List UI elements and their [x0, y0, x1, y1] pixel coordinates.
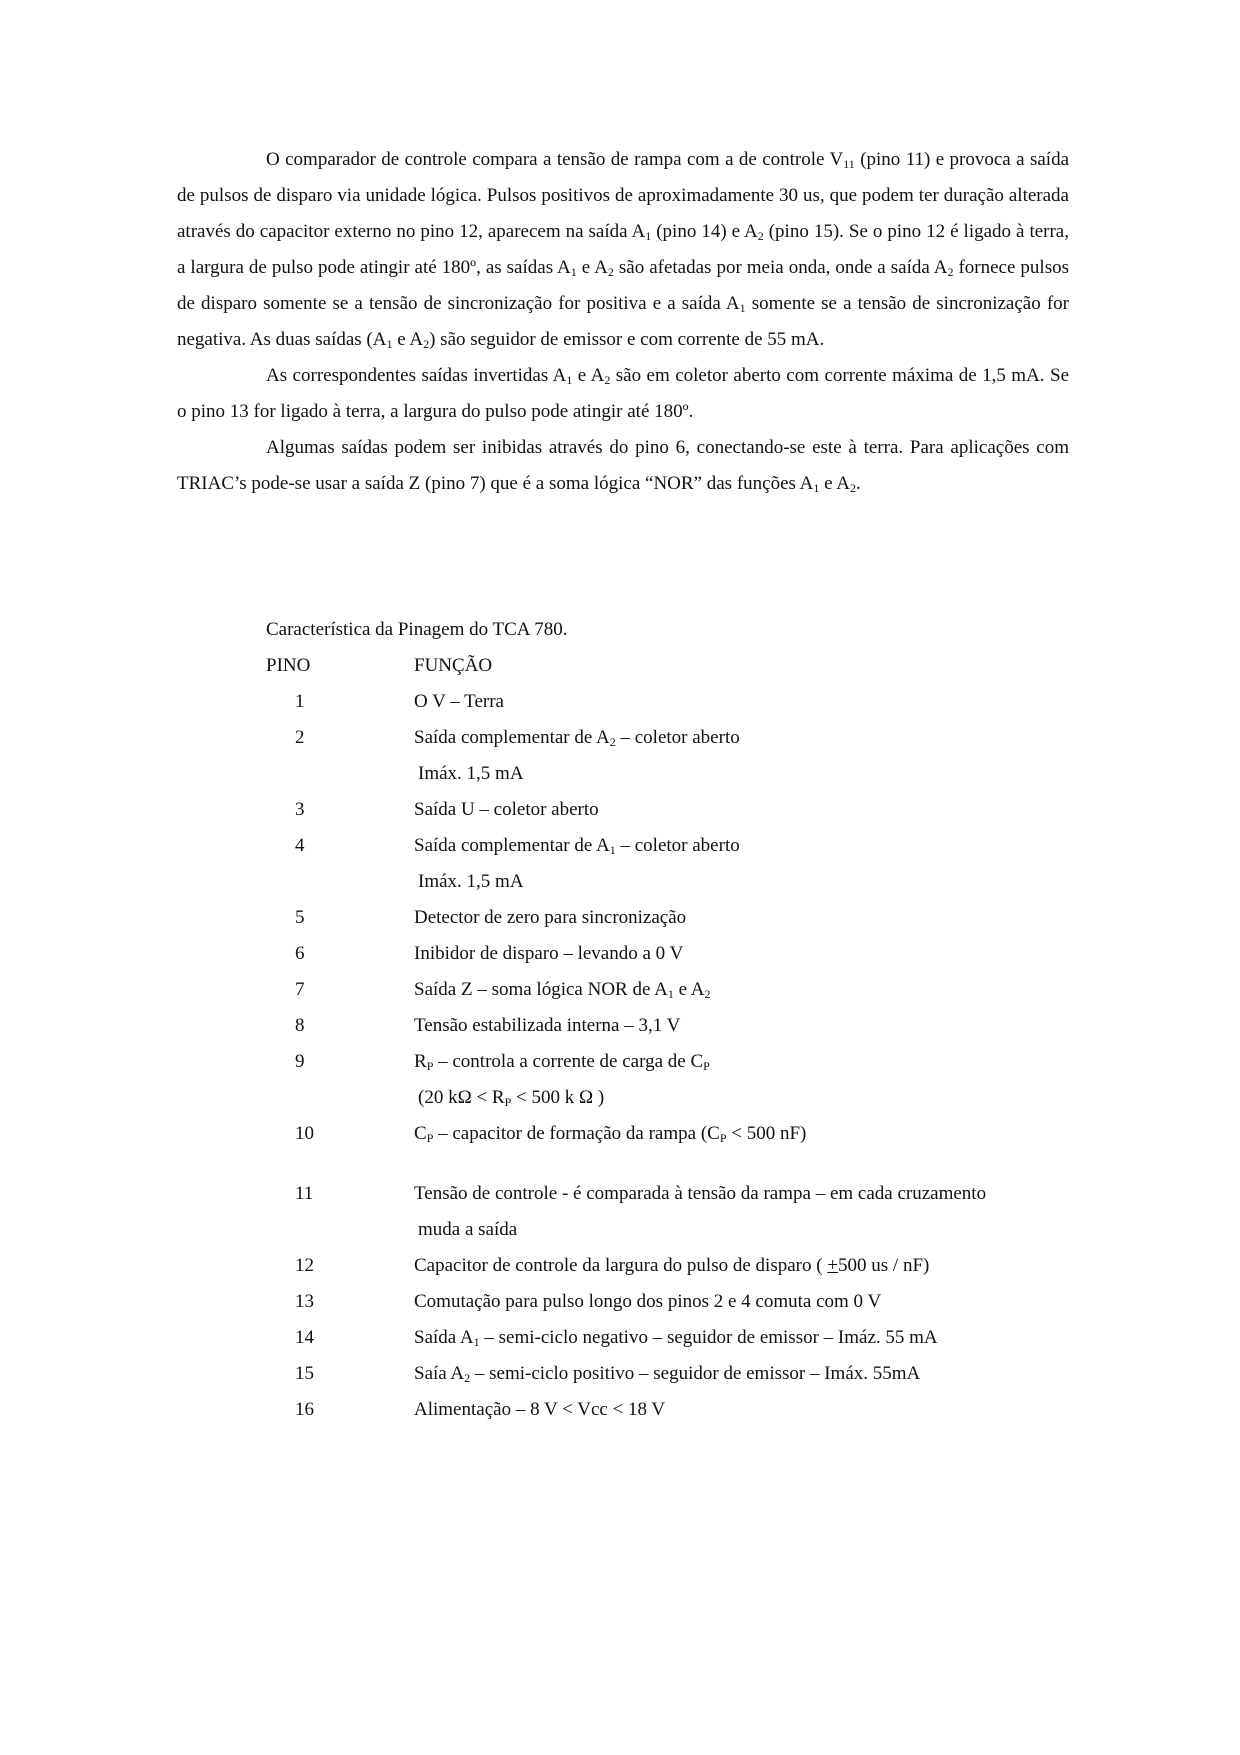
pin-table-title: Característica da Pinagem do TCA 780. — [266, 619, 568, 640]
pin-function: Detector de zero para sincronização — [414, 907, 687, 928]
pin-function: Comutação para pulso longo dos pinos 2 e 4 comuta com 0 V — [414, 1291, 882, 1312]
table-row — [266, 1392, 1076, 1428]
pin-number: 5 — [295, 907, 305, 928]
table-row — [266, 900, 1076, 936]
pin-function: $C_P$ – capacitor de formação da rampa ($C_P < 500$ nF) — [414, 1123, 807, 1145]
table-row — [266, 1176, 1076, 1248]
pin-number: 2 — [295, 727, 305, 748]
table-row — [266, 1284, 1076, 1320]
pin-function: O V – Terra — [414, 691, 504, 712]
pin-table-header — [266, 648, 1076, 684]
column-header-function: FUNÇÃO — [414, 655, 493, 676]
paragraph-inverted-outputs: As correspondentes saídas invertidas $A_1$ e $A_2$ são em coletor aberto com corrente máxima de 1,5 mA. Se o pino 13 for ligado à terra, a largura do pulso pode atingir até 180º. — [177, 365, 1069, 422]
pin-function: Tensão estabilizada interna – 3,1 V — [414, 1015, 681, 1036]
pin-number: 9 — [295, 1051, 305, 1072]
pin-function: Saía $A_2$ – semi-ciclo positivo – seguidor de emissor – Imáx. 55mA — [414, 1363, 921, 1385]
table-row — [266, 1008, 1076, 1044]
pin-function: Saída Z – soma lógica NOR de $A_1$ e $A_2$ — [414, 979, 711, 1001]
pin-number: 6 — [295, 943, 305, 964]
table-row — [266, 828, 1076, 900]
table-row — [266, 792, 1076, 828]
pin-number: 15 — [295, 1363, 314, 1384]
table-row — [266, 1044, 1076, 1116]
pin-number: 14 — [295, 1327, 314, 1348]
pin-function: $R_P$ – controla a corrente de carga de $C_P$ (20 $k\Omega < R_P < 500$ k Ω ) — [414, 1044, 1076, 1116]
pin-function-continuation: Imáx. 1,5 mA — [418, 763, 524, 784]
pin-number: 8 — [295, 1015, 305, 1036]
table-row — [266, 1116, 1076, 1152]
pin-function: Alimentação – 8 V < Vcc < 18 V — [414, 1399, 666, 1420]
table-row — [266, 720, 1076, 792]
table-row — [266, 1356, 1076, 1392]
row-spacer — [266, 1152, 1076, 1176]
pin-function-continuation: (20 $k\Omega < R_P < 500$ k Ω ) — [418, 1087, 605, 1109]
pin-number: 16 — [295, 1399, 314, 1420]
pin-number: 3 — [295, 799, 305, 820]
pin-number: 12 — [295, 1255, 314, 1276]
table-row — [266, 684, 1076, 720]
pin-function: Capacitor de controle da largura do pulso de disparo ( +500 us / nF) — [414, 1255, 930, 1276]
table-row — [266, 1248, 1076, 1284]
table-row — [266, 936, 1076, 972]
pin-number: 13 — [295, 1291, 314, 1312]
pin-number: 1 — [295, 691, 305, 712]
column-header-pin: PINO — [266, 655, 311, 676]
pin-function-continuation: muda a saída — [418, 1219, 518, 1240]
pin-function: Saída U – coletor aberto — [414, 799, 599, 820]
pin-function: Tensão de controle - é comparada à tensão da rampa – em cada cruzamento muda a saída — [414, 1176, 1076, 1248]
pin-function: Saída $A_1$ – semi-ciclo negativo – seguidor de emissor – Imáz. 55 mA — [414, 1327, 938, 1349]
table-row — [266, 972, 1076, 1008]
pin-number: 4 — [295, 835, 305, 856]
pin-number: 10 — [295, 1123, 314, 1144]
paragraph-comparator: O comparador de controle compara a tensão de rampa com a de controle $V_{11}$ (pino 11) e provoca a saída de pulsos de disparo via unidade lógica. Pulsos positivos de aproximadamente 30 us, que podem ter duração alterada através do capacitor externo no pino 12, aparecem na saída $A_1$ (pino 14) e $A_2$ (pino 15). Se o pino 12 é ligado à terra, a largura de pulso pode atingir até 180º, as saídas $A_1$ e $A_2$ são afetadas por meia onda, onde a saída $A_2$ fornece pulsos de disparo somente se a tensão de sincronização for positiva e a saída $A_1$ somente se a tensão de sincronização for negativa. As duas saídas ($A_1$ e $A_2$) são seguidor de emissor e com corrente de 55 mA. — [177, 149, 1069, 351]
paragraph-inhibit: Algumas saídas podem ser inibidas através do pino 6, conectando-se este à terra. Para aplicações com TRIAC’s pode-se usar a saída Z (pino 7) que é a soma lógica “NOR” das funções $A_1$ e $A_2$. — [177, 437, 1069, 495]
document-body — [177, 142, 1069, 502]
table-row — [266, 1320, 1076, 1356]
pin-function: Saída complementar de $A_1$ – coletor aberto Imáx. 1,5 mA — [414, 828, 1076, 900]
pin-function-continuation: Imáx. 1,5 mA — [418, 871, 524, 892]
pin-number: 7 — [295, 979, 305, 1000]
pin-table — [266, 612, 1076, 1428]
pin-function: Inibidor de disparo – levando a 0 V — [414, 943, 684, 964]
pin-function: Saída complementar de $A_2$ – coletor aberto Imáx. 1,5 mA — [414, 720, 1076, 792]
pin-number: 11 — [295, 1183, 314, 1204]
